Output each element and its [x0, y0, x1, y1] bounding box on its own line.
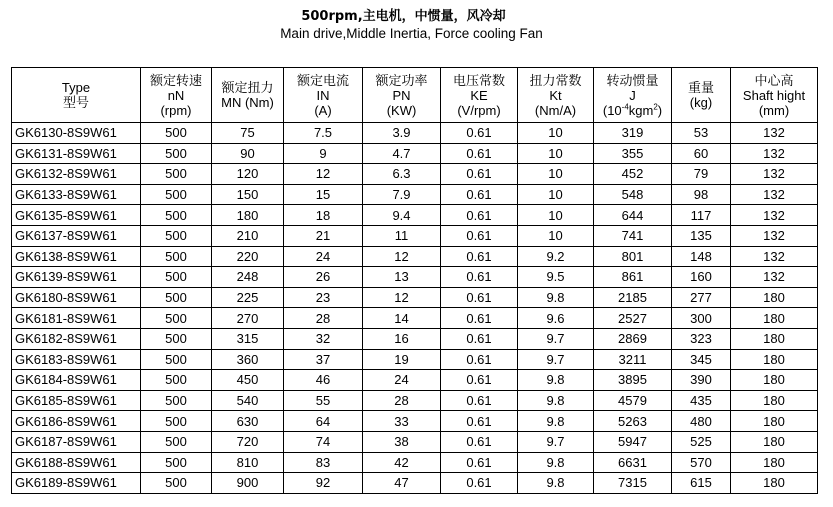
- inertia-cell: 5947: [594, 431, 672, 452]
- model-cell: GK6180-8S9W61: [12, 287, 141, 308]
- rated-power-cell: 3.9: [363, 123, 441, 144]
- rated-torque-cell: 360: [212, 349, 284, 370]
- table-row: [12, 246, 818, 267]
- shaft-height-cell: 132: [731, 205, 818, 226]
- torque-constant-cell: 10: [518, 143, 594, 164]
- shaft-height-cell: 180: [731, 452, 818, 473]
- shaft-height-cell: 180: [731, 328, 818, 349]
- inertia-cell: 644: [594, 205, 672, 226]
- weight-cell: 615: [672, 473, 731, 494]
- table-row: [12, 287, 818, 308]
- weight-cell: 148: [672, 246, 731, 267]
- model-cell: GK6185-8S9W61: [12, 390, 141, 411]
- torque-constant-cell: 10: [518, 205, 594, 226]
- voltage-constant-cell: 0.61: [441, 143, 518, 164]
- shaft-height-cell: 132: [731, 267, 818, 288]
- shaft-height-cell: 180: [731, 431, 818, 452]
- shaft-height-cell: 132: [731, 164, 818, 185]
- weight-cell: 345: [672, 349, 731, 370]
- weight-cell: 277: [672, 287, 731, 308]
- table-row: [12, 349, 818, 370]
- rated-current-cell: 83: [284, 452, 363, 473]
- page-subtitle: Main drive,Middle Inertia, Force cooling Fan: [280, 26, 543, 41]
- header-shaft-height: 中心高 Shaft hight (mm): [731, 68, 818, 123]
- rated-torque-cell: 270: [212, 308, 284, 329]
- model-cell: GK6135-8S9W61: [12, 205, 141, 226]
- rated-torque-cell: 220: [212, 246, 284, 267]
- rated-current-cell: 74: [284, 431, 363, 452]
- torque-constant-cell: 9.8: [518, 390, 594, 411]
- inertia-cell: 5263: [594, 411, 672, 432]
- weight-cell: 323: [672, 328, 731, 349]
- inertia-cell: 861: [594, 267, 672, 288]
- voltage-constant-cell: 0.61: [441, 390, 518, 411]
- rated-power-cell: 28: [363, 390, 441, 411]
- header-voltage-constant: 电压常数 KE (V/rpm): [441, 68, 518, 123]
- rated-torque-cell: 180: [212, 205, 284, 226]
- voltage-constant-cell: 0.61: [441, 328, 518, 349]
- rated-speed-cell: 500: [141, 431, 212, 452]
- shaft-height-cell: 132: [731, 123, 818, 144]
- page-title: 500rpm,主电机，中惯量，风冷却: [301, 9, 506, 24]
- rated-torque-cell: 225: [212, 287, 284, 308]
- torque-constant-cell: 9.7: [518, 349, 594, 370]
- torque-constant-cell: 9.5: [518, 267, 594, 288]
- rated-power-cell: 16: [363, 328, 441, 349]
- model-cell: GK6187-8S9W61: [12, 431, 141, 452]
- voltage-constant-cell: 0.61: [441, 205, 518, 226]
- model-cell: GK6183-8S9W61: [12, 349, 141, 370]
- rated-speed-cell: 500: [141, 349, 212, 370]
- rated-speed-cell: 500: [141, 370, 212, 391]
- inertia-cell: 319: [594, 123, 672, 144]
- inertia-cell: 452: [594, 164, 672, 185]
- model-cell: GK6137-8S9W61: [12, 225, 141, 246]
- torque-constant-cell: 9.8: [518, 411, 594, 432]
- rated-torque-cell: 75: [212, 123, 284, 144]
- shaft-height-cell: 180: [731, 411, 818, 432]
- rated-speed-cell: 500: [141, 308, 212, 329]
- model-cell: GK6189-8S9W61: [12, 473, 141, 494]
- table-row: [12, 184, 818, 205]
- rated-current-cell: 32: [284, 328, 363, 349]
- voltage-constant-cell: 0.61: [441, 246, 518, 267]
- table-row: [12, 308, 818, 329]
- voltage-constant-cell: 0.61: [441, 164, 518, 185]
- weight-cell: 390: [672, 370, 731, 391]
- rated-power-cell: 7.9: [363, 184, 441, 205]
- weight-cell: 79: [672, 164, 731, 185]
- rated-torque-cell: 900: [212, 473, 284, 494]
- model-cell: GK6133-8S9W61: [12, 184, 141, 205]
- model-cell: GK6186-8S9W61: [12, 411, 141, 432]
- rated-power-cell: 42: [363, 452, 441, 473]
- weight-cell: 570: [672, 452, 731, 473]
- title-block: [0, 8, 833, 43]
- inertia-cell: 7315: [594, 473, 672, 494]
- inertia-cell: 3895: [594, 370, 672, 391]
- model-cell: GK6184-8S9W61: [12, 370, 141, 391]
- weight-cell: 53: [672, 123, 731, 144]
- rated-torque-cell: 315: [212, 328, 284, 349]
- shaft-height-cell: 180: [731, 287, 818, 308]
- rated-power-cell: 24: [363, 370, 441, 391]
- shaft-height-cell: 180: [731, 473, 818, 494]
- rated-power-cell: 33: [363, 411, 441, 432]
- inertia-cell: 801: [594, 246, 672, 267]
- rated-current-cell: 46: [284, 370, 363, 391]
- torque-constant-cell: 10: [518, 164, 594, 185]
- rated-speed-cell: 500: [141, 328, 212, 349]
- rated-power-cell: 19: [363, 349, 441, 370]
- voltage-constant-cell: 0.61: [441, 452, 518, 473]
- inertia-cell: 355: [594, 143, 672, 164]
- rated-current-cell: 28: [284, 308, 363, 329]
- shaft-height-cell: 180: [731, 390, 818, 411]
- table-row: [12, 473, 818, 494]
- model-cell: GK6188-8S9W61: [12, 452, 141, 473]
- torque-constant-cell: 9.8: [518, 287, 594, 308]
- shaft-height-cell: 180: [731, 370, 818, 391]
- model-cell: GK6130-8S9W61: [12, 123, 141, 144]
- weight-cell: 135: [672, 225, 731, 246]
- table-row: [12, 143, 818, 164]
- spec-table: [11, 67, 818, 494]
- rated-torque-cell: 150: [212, 184, 284, 205]
- weight-cell: 480: [672, 411, 731, 432]
- table-row: [12, 164, 818, 185]
- rated-power-cell: 47: [363, 473, 441, 494]
- header-rated-speed: 额定转速 nN (rpm): [141, 68, 212, 123]
- rated-torque-cell: 248: [212, 267, 284, 288]
- rated-torque-cell: 720: [212, 431, 284, 452]
- torque-constant-cell: 10: [518, 225, 594, 246]
- voltage-constant-cell: 0.61: [441, 431, 518, 452]
- rated-torque-cell: 810: [212, 452, 284, 473]
- rated-speed-cell: 500: [141, 411, 212, 432]
- table-body: [12, 123, 818, 494]
- rated-power-cell: 4.7: [363, 143, 441, 164]
- torque-constant-cell: 9.7: [518, 431, 594, 452]
- voltage-constant-cell: 0.61: [441, 225, 518, 246]
- table-row: [12, 328, 818, 349]
- torque-constant-cell: 9.8: [518, 452, 594, 473]
- rated-speed-cell: 500: [141, 225, 212, 246]
- voltage-constant-cell: 0.61: [441, 370, 518, 391]
- rated-current-cell: 15: [284, 184, 363, 205]
- inertia-unit: $(10^{-4}kgm^2)$: [602, 102, 663, 118]
- model-cell: GK6139-8S9W61: [12, 267, 141, 288]
- table-row: [12, 452, 818, 473]
- rated-torque-cell: 90: [212, 143, 284, 164]
- table-row: [12, 225, 818, 246]
- rated-power-cell: 14: [363, 308, 441, 329]
- inertia-cell: 2527: [594, 308, 672, 329]
- rated-speed-cell: 500: [141, 473, 212, 494]
- header-rated-current: 额定电流 IN (A): [284, 68, 363, 123]
- model-cell: GK6181-8S9W61: [12, 308, 141, 329]
- inertia-cell: 2869: [594, 328, 672, 349]
- voltage-constant-cell: 0.61: [441, 473, 518, 494]
- inertia-cell: 6631: [594, 452, 672, 473]
- voltage-constant-cell: 0.61: [441, 184, 518, 205]
- table-row: [12, 267, 818, 288]
- table-row: [12, 370, 818, 391]
- rated-speed-cell: 500: [141, 287, 212, 308]
- rated-current-cell: 26: [284, 267, 363, 288]
- torque-constant-cell: 9.8: [518, 473, 594, 494]
- rated-speed-cell: 500: [141, 390, 212, 411]
- rated-speed-cell: 500: [141, 205, 212, 226]
- torque-constant-cell: 9.7: [518, 328, 594, 349]
- torque-constant-cell: 10: [518, 184, 594, 205]
- rated-speed-cell: 500: [141, 123, 212, 144]
- header-rated-torque: 额定扭力 MN (Nm): [212, 68, 284, 123]
- header-row: [12, 68, 818, 123]
- torque-constant-cell: 9.8: [518, 370, 594, 391]
- rated-current-cell: 9: [284, 143, 363, 164]
- torque-constant-cell: 9.2: [518, 246, 594, 267]
- torque-constant-cell: 9.6: [518, 308, 594, 329]
- rated-current-cell: 64: [284, 411, 363, 432]
- rated-speed-cell: 500: [141, 246, 212, 267]
- rated-power-cell: 13: [363, 267, 441, 288]
- torque-constant-cell: 10: [518, 123, 594, 144]
- rated-torque-cell: 120: [212, 164, 284, 185]
- shaft-height-cell: 132: [731, 143, 818, 164]
- weight-cell: 160: [672, 267, 731, 288]
- rated-current-cell: 37: [284, 349, 363, 370]
- header-weight: 重量 (kg): [672, 68, 731, 123]
- model-cell: GK6131-8S9W61: [12, 143, 141, 164]
- table-row: [12, 390, 818, 411]
- voltage-constant-cell: 0.61: [441, 287, 518, 308]
- rated-current-cell: 21: [284, 225, 363, 246]
- rated-power-cell: 12: [363, 287, 441, 308]
- model-cell: GK6138-8S9W61: [12, 246, 141, 267]
- weight-cell: 435: [672, 390, 731, 411]
- rated-current-cell: 92: [284, 473, 363, 494]
- rated-power-cell: 12: [363, 246, 441, 267]
- rated-torque-cell: 450: [212, 370, 284, 391]
- inertia-cell: 741: [594, 225, 672, 246]
- header-torque-constant: 扭力常数 Kt (Nm/A): [518, 68, 594, 123]
- table-row: [12, 411, 818, 432]
- header-rated-power: 额定功率 PN (KW): [363, 68, 441, 123]
- voltage-constant-cell: 0.61: [441, 411, 518, 432]
- rated-current-cell: 55: [284, 390, 363, 411]
- voltage-constant-cell: 0.61: [441, 349, 518, 370]
- voltage-constant-cell: 0.61: [441, 123, 518, 144]
- weight-cell: 300: [672, 308, 731, 329]
- voltage-constant-cell: 0.61: [441, 308, 518, 329]
- table-row: [12, 431, 818, 452]
- weight-cell: 60: [672, 143, 731, 164]
- rated-speed-cell: 500: [141, 452, 212, 473]
- weight-cell: 98: [672, 184, 731, 205]
- shaft-height-cell: 132: [731, 184, 818, 205]
- rated-power-cell: 11: [363, 225, 441, 246]
- inertia-cell: 548: [594, 184, 672, 205]
- rated-speed-cell: 500: [141, 143, 212, 164]
- shaft-height-cell: 180: [731, 308, 818, 329]
- table-row: [12, 123, 818, 144]
- weight-cell: 117: [672, 205, 731, 226]
- weight-cell: 525: [672, 431, 731, 452]
- rated-current-cell: 24: [284, 246, 363, 267]
- rated-speed-cell: 500: [141, 184, 212, 205]
- inertia-cell: 4579: [594, 390, 672, 411]
- rated-speed-cell: 500: [141, 164, 212, 185]
- header-inertia: 转动惯量 J $(10^{-4}kgm^2)$: [594, 68, 672, 123]
- rated-torque-cell: 540: [212, 390, 284, 411]
- rated-current-cell: 12: [284, 164, 363, 185]
- shaft-height-cell: 132: [731, 246, 818, 267]
- rated-speed-cell: 500: [141, 267, 212, 288]
- inertia-cell: 2185: [594, 287, 672, 308]
- rated-power-cell: 38: [363, 431, 441, 452]
- rated-torque-cell: 210: [212, 225, 284, 246]
- model-cell: GK6132-8S9W61: [12, 164, 141, 185]
- rated-current-cell: 7.5: [284, 123, 363, 144]
- table-row: [12, 205, 818, 226]
- rated-current-cell: 23: [284, 287, 363, 308]
- rated-current-cell: 18: [284, 205, 363, 226]
- rated-power-cell: 9.4: [363, 205, 441, 226]
- voltage-constant-cell: 0.61: [441, 267, 518, 288]
- inertia-cell: 3211: [594, 349, 672, 370]
- header-type: Type 型号: [12, 68, 141, 123]
- shaft-height-cell: 180: [731, 349, 818, 370]
- rated-torque-cell: 630: [212, 411, 284, 432]
- rated-power-cell: 6.3: [363, 164, 441, 185]
- shaft-height-cell: 132: [731, 225, 818, 246]
- model-cell: GK6182-8S9W61: [12, 328, 141, 349]
